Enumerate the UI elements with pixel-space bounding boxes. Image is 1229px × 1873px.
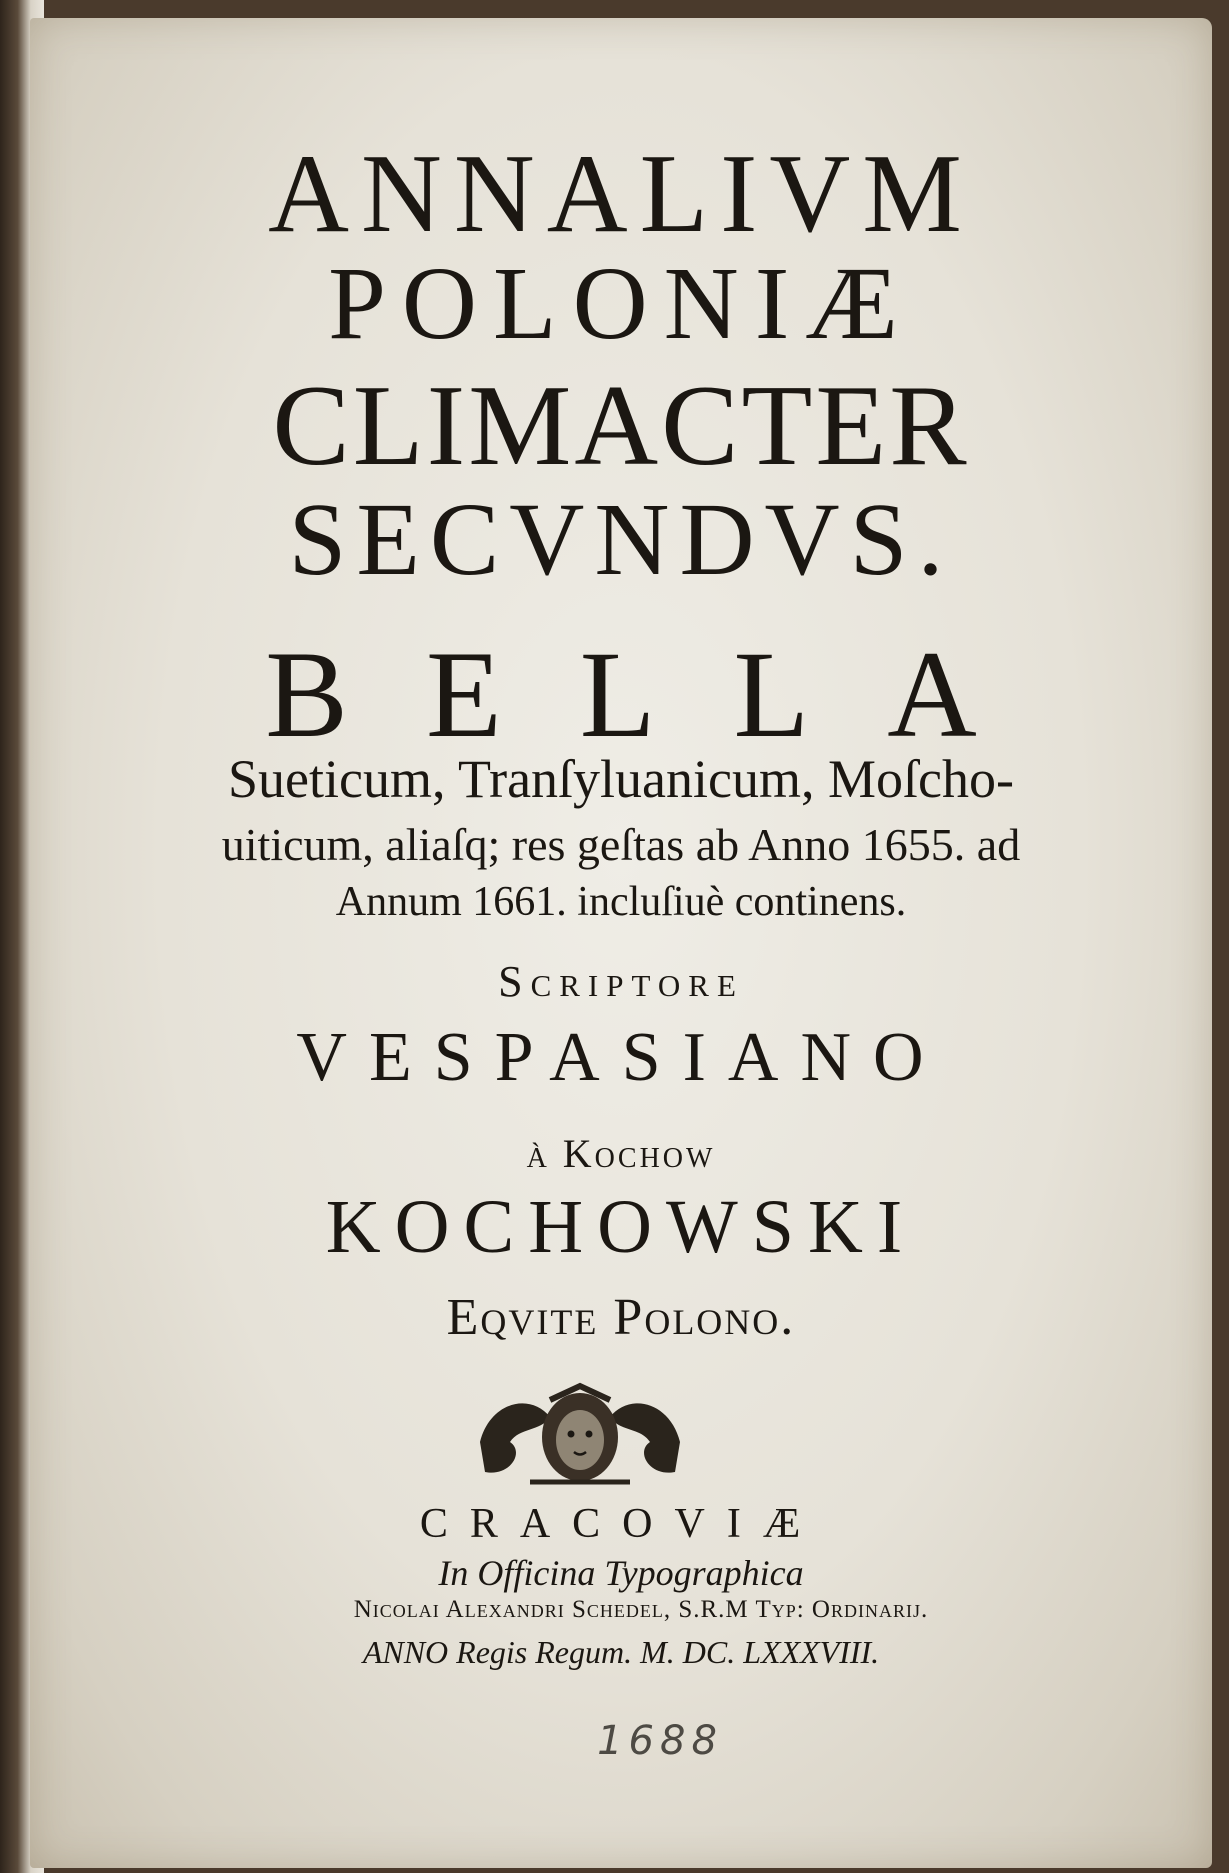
subtitle-line-2: uiticum, aliaſq; res geſtas ab Anno 1655. ad [221, 819, 1021, 870]
title-line-2: POLONIÆ [328, 246, 914, 361]
author-origin: à Kochow [526, 1131, 716, 1176]
imprint-year: ANNO Regis Regum. M. DC. LXXXVIII. [362, 1634, 880, 1670]
subtitle-line-3: Annum 1661. incluſiuè continens. [335, 879, 907, 925]
title-line-1: ANNALIVM [268, 132, 974, 256]
author-surname: KOCHOWSKI [325, 1185, 917, 1269]
title-line-bella: BELLA [265, 626, 1055, 763]
author-rank: Eqvite Polono. [446, 1289, 796, 1346]
handwritten-year: 1688 [597, 1718, 723, 1764]
printers-ornament-icon [470, 1382, 690, 1492]
title-line-3: CLIMACTER [272, 362, 970, 490]
imprint-office: In Officina Typographica [438, 1553, 804, 1593]
subtitle-line-1: Sueticum, Tranſyluanicum, Moſcho- [228, 749, 1014, 809]
title-line-4: SECVNDVS. [288, 482, 954, 597]
imprint-printer: Nicolai Alexandri Schedel, S.R.M Typ: Ordinarij. [353, 1596, 929, 1623]
imprint-city: CRACOVIÆ [419, 1501, 823, 1547]
author-first-name: VESPASIANO [296, 1019, 946, 1096]
title-page [30, 18, 1212, 1868]
scriptore-label: Scriptore [498, 957, 744, 1006]
